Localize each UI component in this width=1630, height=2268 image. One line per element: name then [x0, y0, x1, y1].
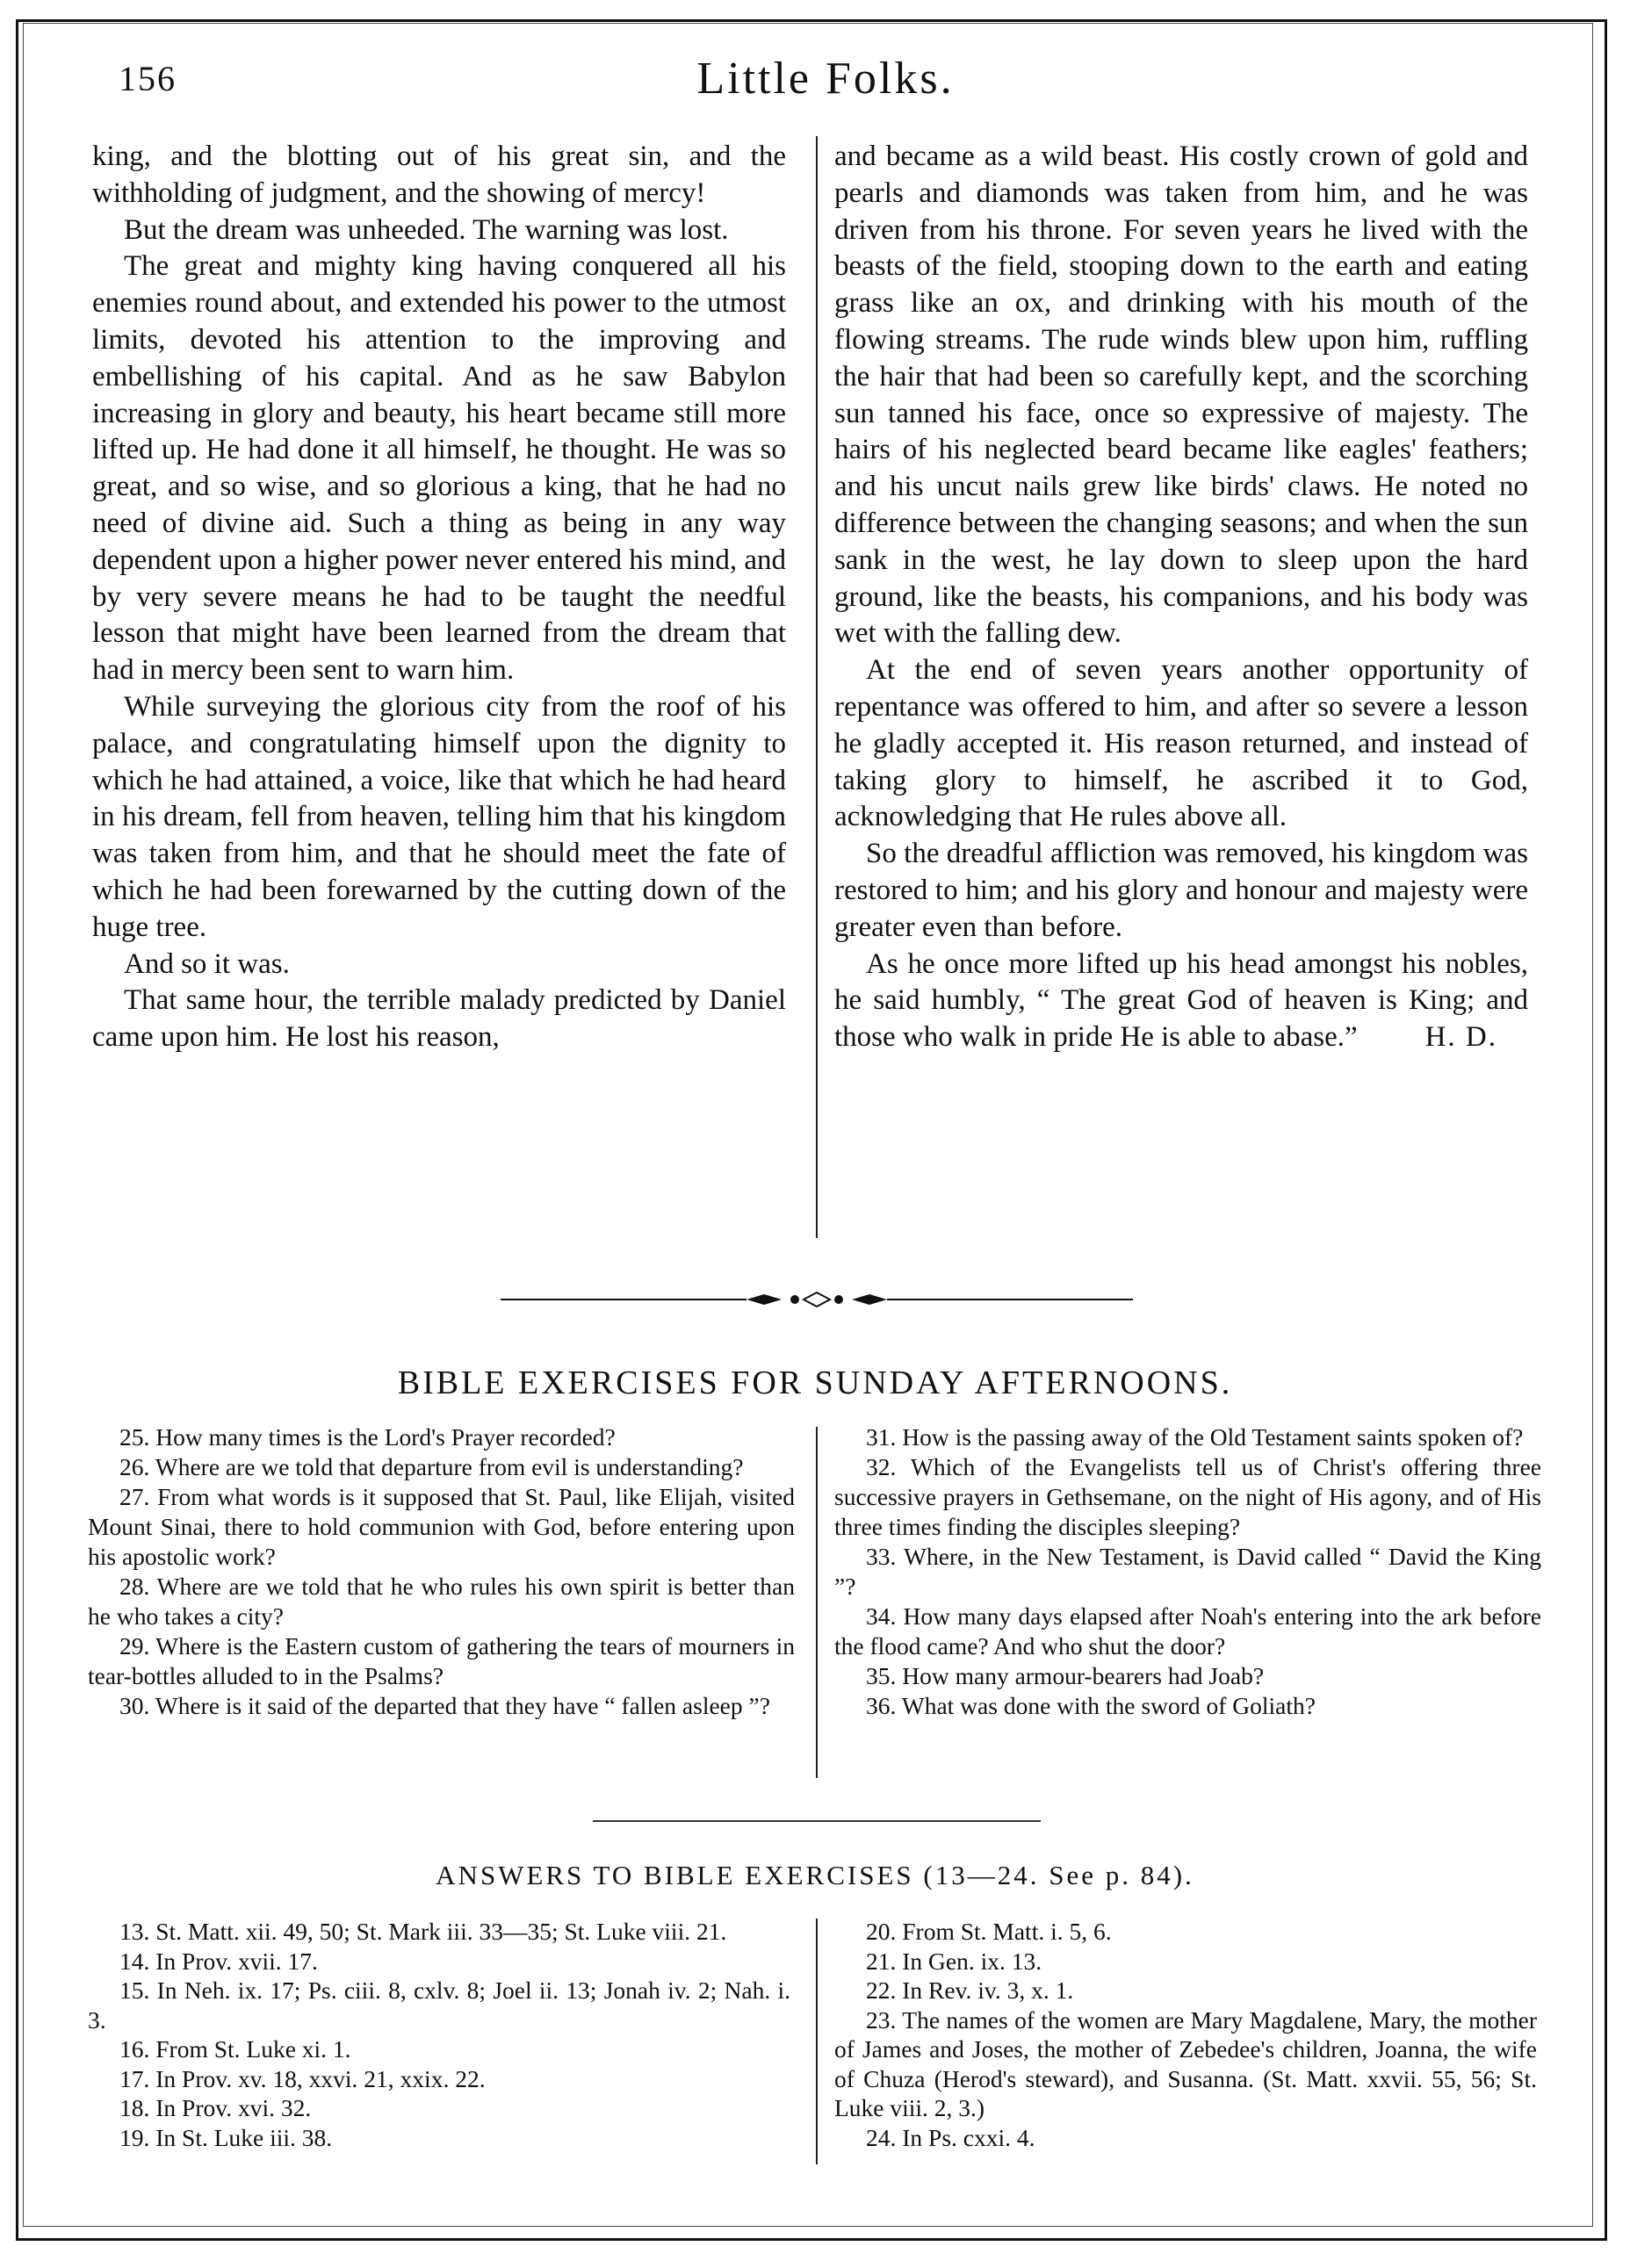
story-closing-text: As he once more lifted up his head amongst his nobles, he said humbly, “ The great God of heaven is King; and those who walk in pride He is able to abase.” — [834, 947, 1528, 1054]
answers-heading: ANSWERS TO BIBLE EXERCISES (13—24. See p. 84). — [436, 1860, 1194, 1890]
exercise-question: 31. How is the passing away of the Old Testament saints spoken of? — [866, 1423, 1524, 1451]
story-paragraph — [834, 947, 1528, 1056]
answer-item: 20. From St. Matt. i. 5, 6. — [866, 1918, 1112, 1945]
answer-item: 19. In St. Luke iii. 38. — [119, 2123, 333, 2151]
answer-item: 23. The names of the women are Mary Magdalene, Mary, the mother of James and Joses, the mother of Zebedee's children, Joanna, the wife of Chuza (Herod's steward), and Susanna. (St. Matt. xxvii. 55, 56; St. Luke viii. 2, 3.) — [834, 2005, 1537, 2121]
answer-item: 24. In Ps. cxxi. 4. — [866, 2123, 1035, 2151]
answer-item: 14. In Prov. xvii. 17. — [119, 1947, 318, 1975]
story-left-column — [92, 139, 786, 1056]
answer-item: 17. In Prov. xv. 18, xxvi. 21, xxix. 22. — [119, 2064, 486, 2092]
exercises-heading: BIBLE EXERCISES FOR SUNDAY AFTERNOONS. — [397, 1364, 1233, 1401]
exercise-question: 33. Where, in the New Testament, is David called “ David the King ”? — [834, 1543, 1541, 1600]
story-paragraph: And so it was. — [124, 947, 290, 980]
answer-item: 18. In Prov. xvi. 32. — [119, 2094, 312, 2121]
answer-item: 13. St. Matt. xii. 49, 50; St. Mark iii. 33—35; St. Luke viii. 21. — [119, 1918, 727, 1945]
story-paragraph: That same hour, the terrible malady predicted by Daniel came upon him. He lost his reason, — [92, 984, 786, 1054]
story-paragraph: So the dreadful affliction was removed, his kingdom was restored to him; and his glory and honour and majesty were greater even than before. — [834, 838, 1528, 943]
exercise-question: 34. How many days elapsed after Noah's entering into the ark before the flood came? And who shut the door? — [834, 1602, 1541, 1660]
answers-left-column — [88, 1917, 790, 2152]
answer-item: 16. From St. Luke xi. 1. — [119, 2035, 351, 2063]
story-paragraph: At the end of seven years another opportunity of repentance was offered to him, and after so severe a lesson he gladly accepted it. His reason returned, and instead of taking glory to himself, he ascribed it to God, acknowledging that He rules above all. — [834, 654, 1528, 833]
exercise-question: 27. From what words is it supposed that St. Paul, like Elijah, visited Mount Sinai, there to hold communion with God, before entering upon his apostolic work? — [88, 1483, 795, 1570]
story-right-column — [834, 139, 1528, 1056]
ornamental-divider — [501, 1288, 1133, 1311]
section-divider — [593, 1820, 1041, 1822]
exercise-question: 36. What was done with the sword of Goliath? — [866, 1692, 1316, 1719]
exercises-left-column — [88, 1422, 795, 1721]
column-divider — [816, 1427, 818, 1778]
page-number: 156 — [119, 59, 177, 98]
exercise-question: 29. Where is the Eastern custom of gathering the tears of mourners in tear-bottles alluded to in the Psalms? — [88, 1632, 795, 1689]
answer-item: 22. In Rev. iv. 3, x. 1. — [866, 1976, 1074, 2004]
answer-item: 15. In Neh. ix. 17; Ps. ciii. 8, cxlv. 8; Joel ii. 13; Jonah iv. 2; Nah. i. 3. — [88, 1976, 790, 2034]
answers-right-column — [834, 1917, 1537, 2152]
exercise-question: 28. Where are we told that he who rules his own spirit is better than he who takes a city? — [88, 1573, 795, 1630]
exercise-question: 35. How many armour-bearers had Joab? — [866, 1662, 1265, 1689]
exercises-right-column — [834, 1422, 1541, 1721]
column-divider — [816, 1919, 818, 2164]
story-paragraph: and became as a wild beast. His costly crown of gold and pearls and diamonds was taken from him, and he was driven from his throne. For seven years he lived with the beasts of the field, stooping down to the earth and eating grass like an ox, and drinking with his mouth of the flowing streams. The rude winds blew upon him, ruffling the hair that had been so carefully kept, and the scorching sun tanned his face, once so expressive of majesty. The hairs of his neglected beard became like eagles' feathers; and his uncut nails grew like birds' claws. He noted no difference between the changing seasons; and when the sun sank in the west, he lay down to sleep upon the hard ground, like the beasts, his companions, and his body was wet with the falling dew. — [834, 140, 1528, 650]
magazine-title: Little Folks. — [696, 54, 955, 104]
exercise-question: 25. How many times is the Lord's Prayer recorded? — [119, 1423, 616, 1451]
exercise-question: 26. Where are we told that departure from evil is understanding? — [119, 1453, 744, 1480]
story-paragraph: While surveying the glorious city from the roof of his palace, and congratulating himself upon the dignity to which he had attained, a voice, like that which he had heard in his dream, fell from heaven, telling him that his kingdom was taken from him, and that he should meet the fate of which he had been forewarned by the cutting down of the huge tree. — [92, 690, 786, 943]
story-paragraph: The great and mighty king having conquered all his enemies round about, and extended his power to the utmost limits, devoted his attention to the improving and embellishing of his capital. And as he saw Babylon increasing in glory and beauty, his heart became still more lifted up. He had done it all himself, he thought. He was so great, and so wise, and so glorious a king, that he had no need of divine aid. Such a thing as being in any way dependent upon a higher power never entered his mind, and by very severe means he had to be taught the needful lesson that might have been learned from the dream that had in mercy been sent to warn him. — [92, 250, 786, 687]
exercise-question: 32. Which of the Evangelists tell us of Christ's offering three successive prayers in Gethsemane, on the night of His agony, and of His three times finding the disciples sleeping? — [834, 1453, 1541, 1540]
story-paragraph: But the dream was unheeded. The warning was lost. — [124, 213, 729, 246]
answer-item: 21. In Gen. ix. 13. — [866, 1947, 1042, 1975]
page-header — [92, 53, 1559, 123]
exercise-question: 30. Where is it said of the departed that they have “ fallen asleep ”? — [119, 1692, 770, 1719]
author-signature: H. D. — [1424, 1021, 1497, 1054]
column-divider — [816, 136, 818, 1238]
story-paragraph: king, and the blotting out of his great sin, and the withholding of judgment, and the showing of mercy! — [92, 140, 786, 209]
